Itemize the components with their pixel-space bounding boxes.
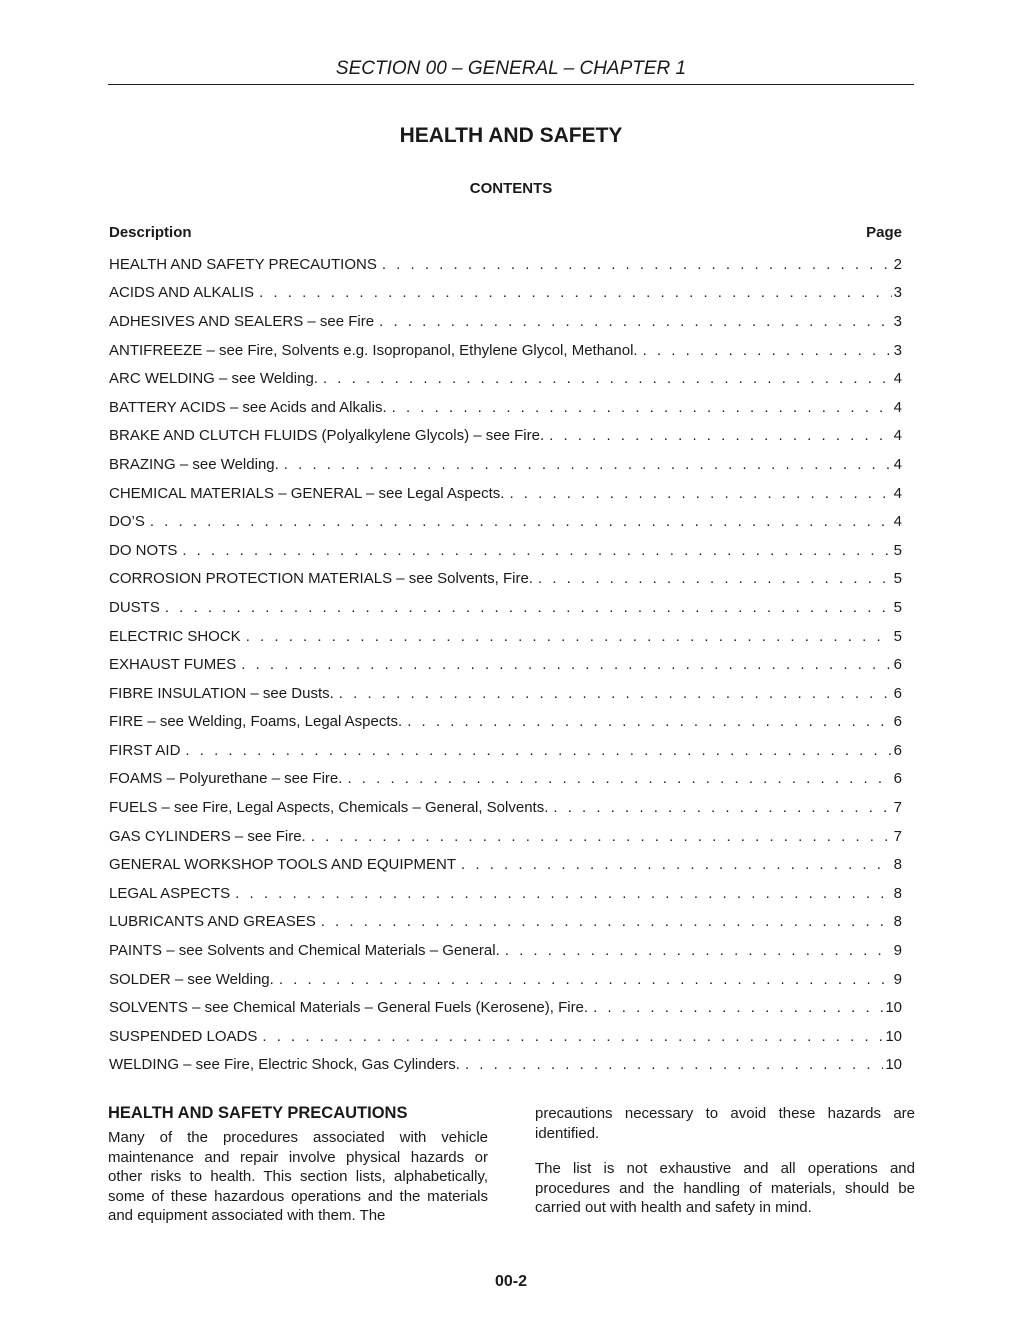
toc-entry-label: DUSTS <box>109 598 160 616</box>
toc-entry[interactable] <box>109 1051 902 1080</box>
toc-entry-page: 7 <box>893 799 902 817</box>
toc-entry[interactable] <box>109 965 902 994</box>
toc-entry-page: 6 <box>893 656 902 674</box>
toc-entry-label: ACIDS AND ALKALIS <box>109 284 255 302</box>
toc-entry[interactable] <box>109 364 902 393</box>
toc-column-headers <box>109 224 902 241</box>
toc-dot-leader <box>347 770 891 787</box>
toc-entry[interactable] <box>109 479 902 508</box>
toc-entry-label: FIRE – see Welding, Foams, Legal Aspects. <box>109 713 403 731</box>
toc-dot-leader <box>185 742 891 759</box>
toc-entry-page: 8 <box>893 913 902 931</box>
toc-entry-page: 4 <box>893 370 902 388</box>
toc-entry-label: ELECTRIC SHOCK <box>109 627 241 645</box>
toc-entry-label: SOLVENTS – see Chemical Materials – General Fuels (Kerosene), Fire. <box>109 999 589 1017</box>
toc-entry-label: DO NOTS <box>109 541 178 559</box>
toc-entry-label: FIBRE INSULATION – see Dusts. <box>109 684 334 702</box>
toc-dot-leader <box>465 1056 883 1073</box>
toc-dot-leader <box>246 628 892 645</box>
toc-entry-label: SOLDER – see Welding. <box>109 970 274 988</box>
toc-dot-leader <box>311 828 892 845</box>
toc-entry-page: 4 <box>893 513 902 531</box>
toc-entry[interactable] <box>109 936 902 965</box>
toc-entry[interactable] <box>109 1022 902 1051</box>
toc-entry-label: BATTERY ACIDS – see Acids and Alkalis. <box>109 398 387 416</box>
toc-entry-page: 10 <box>885 1056 902 1074</box>
toc-dot-leader <box>593 999 883 1016</box>
toc-entry[interactable] <box>109 822 902 851</box>
toc-entry-page: 4 <box>893 427 902 445</box>
precautions-continued-text: precautions necessary to avoid these hazards are identified. <box>535 1105 915 1142</box>
toc-page-header: Page <box>866 224 902 241</box>
toc-entry-label: BRAZING – see Welding. <box>109 455 279 473</box>
toc-entry[interactable] <box>109 593 902 622</box>
toc-dot-leader <box>321 913 892 930</box>
toc-entry-label: FUELS – see Fire, Legal Aspects, Chemicals – General, Solvents. <box>109 799 549 817</box>
toc-entry-page: 3 <box>893 312 902 330</box>
page-number: 00-2 <box>494 1273 528 1290</box>
toc-entry-page: 10 <box>885 999 902 1017</box>
toc-entry-page: 5 <box>893 541 902 559</box>
section-header: SECTION 00 – GENERAL – CHAPTER 1 <box>335 58 687 79</box>
toc-dot-leader <box>382 256 892 273</box>
toc-entry[interactable] <box>109 250 902 279</box>
toc-entry[interactable] <box>109 336 902 365</box>
toc-entry-page: 4 <box>893 398 902 416</box>
toc-dot-leader <box>235 885 891 902</box>
toc-entry-page: 10 <box>885 1027 902 1045</box>
toc-entry[interactable] <box>109 793 902 822</box>
toc-entry-page: 3 <box>893 341 902 359</box>
toc-entry-label: ANTIFREEZE – see Fire, Solvents e.g. Isopropanol, Ethylene Glycol, Methanol. <box>109 341 638 359</box>
toc-entry[interactable] <box>109 393 902 422</box>
toc-entry-page: 7 <box>893 827 902 845</box>
toc-dot-leader <box>461 856 892 873</box>
page-title: HEALTH AND SAFETY <box>399 124 623 147</box>
toc-dot-leader <box>241 656 891 673</box>
toc-entry-label: HEALTH AND SAFETY PRECAUTIONS <box>109 255 377 273</box>
toc-entry-page: 5 <box>893 627 902 645</box>
precautions-right-column <box>535 1104 915 1218</box>
toc-entry[interactable] <box>109 708 902 737</box>
precautions-note-text: The list is not exhaustive and all operations and procedures and the handling of materials, should be carried out with health and safety in mind. <box>535 1160 915 1216</box>
toc-dot-leader <box>392 399 892 416</box>
toc-entry[interactable] <box>109 679 902 708</box>
toc-dot-leader <box>553 799 891 816</box>
toc-entry[interactable] <box>109 736 902 765</box>
toc-entry-page: 4 <box>893 484 902 502</box>
toc-entry[interactable] <box>109 622 902 651</box>
table-of-contents <box>109 250 902 1079</box>
toc-entry-page: 4 <box>893 455 902 473</box>
toc-entry[interactable] <box>109 993 902 1022</box>
toc-entry[interactable] <box>109 507 902 536</box>
toc-entry-page: 8 <box>893 856 902 874</box>
toc-dot-leader <box>259 284 892 301</box>
toc-entry-label: GENERAL WORKSHOP TOOLS AND EQUIPMENT <box>109 856 457 874</box>
toc-entry-label: FIRST AID <box>109 741 181 759</box>
toc-entry-page: 5 <box>893 598 902 616</box>
toc-entry-label: BRAKE AND CLUTCH FLUIDS (Polyalkylene Glycols) – see Fire. <box>109 427 545 445</box>
toc-entry-page: 2 <box>893 255 902 273</box>
toc-entry[interactable] <box>109 565 902 594</box>
toc-entry[interactable] <box>109 765 902 794</box>
toc-dot-leader <box>643 342 892 359</box>
toc-entry-page: 6 <box>893 741 902 759</box>
toc-entry-label: EXHAUST FUMES <box>109 656 237 674</box>
contents-heading: CONTENTS <box>469 180 553 197</box>
toc-dot-leader <box>509 485 891 502</box>
toc-entry[interactable] <box>109 908 902 937</box>
toc-entry[interactable] <box>109 879 902 908</box>
toc-entry-page: 6 <box>893 713 902 731</box>
toc-entry-label: WELDING – see Fire, Electric Shock, Gas Cylinders. <box>109 1056 460 1074</box>
toc-entry[interactable] <box>109 536 902 565</box>
toc-dot-leader <box>339 685 892 702</box>
toc-entry-label: SUSPENDED LOADS <box>109 1027 258 1045</box>
toc-entry[interactable] <box>109 279 902 308</box>
precautions-intro-text: Many of the procedures associated with vehicle maintenance and repair involve physical hazards or other risks to health. This section lists, alphabetically, some of these hazardous operations and the materials and equipment associated with them. The <box>108 1129 488 1224</box>
toc-entry-label: CORROSION PROTECTION MATERIALS – see Solvents, Fire. <box>109 570 533 588</box>
toc-dot-leader <box>407 713 891 730</box>
toc-entry-label: PAINTS – see Solvents and Chemical Materials – General. <box>109 942 500 960</box>
toc-entry-label: CHEMICAL MATERIALS – GENERAL – see Legal Aspects. <box>109 484 505 502</box>
toc-entry[interactable] <box>109 650 902 679</box>
toc-dot-leader <box>165 599 892 616</box>
toc-entry-label: LUBRICANTS AND GREASES <box>109 913 316 931</box>
toc-entry-page: 8 <box>893 884 902 902</box>
toc-dot-leader <box>262 1028 883 1045</box>
toc-entry-label: ARC WELDING – see Welding. <box>109 370 318 388</box>
toc-entry-page: 5 <box>893 570 902 588</box>
toc-entry-page: 9 <box>893 970 902 988</box>
toc-dot-leader <box>379 313 892 330</box>
toc-entry[interactable] <box>109 450 902 479</box>
toc-dot-leader <box>323 370 892 387</box>
toc-entry-label: GAS CYLINDERS – see Fire. <box>109 827 306 845</box>
toc-dot-leader <box>538 570 892 587</box>
toc-dot-leader <box>279 971 892 988</box>
precautions-left-column <box>108 1104 488 1226</box>
toc-entry[interactable] <box>109 850 902 879</box>
toc-entry-page: 6 <box>893 770 902 788</box>
toc-entry-label: ADHESIVES AND SEALERS – see Fire <box>109 312 375 330</box>
toc-dot-leader <box>150 513 892 530</box>
toc-entry-page: 3 <box>893 284 902 302</box>
toc-entry[interactable] <box>109 422 902 451</box>
toc-entry-page: 9 <box>893 942 902 960</box>
toc-dot-leader <box>549 427 892 444</box>
toc-entry-page: 6 <box>893 684 902 702</box>
toc-entry-label: DO’S <box>109 513 145 531</box>
toc-entry-label: LEGAL ASPECTS <box>109 884 231 902</box>
toc-description-header: Description <box>109 224 192 241</box>
toc-dot-leader <box>505 942 892 959</box>
header-divider <box>108 84 914 85</box>
precautions-heading: HEALTH AND SAFETY PRECAUTIONS <box>108 1104 408 1122</box>
toc-entry-label: FOAMS – Polyurethane – see Fire. <box>109 770 343 788</box>
toc-entry[interactable] <box>109 307 902 336</box>
toc-dot-leader <box>182 542 891 559</box>
toc-dot-leader <box>284 456 892 473</box>
